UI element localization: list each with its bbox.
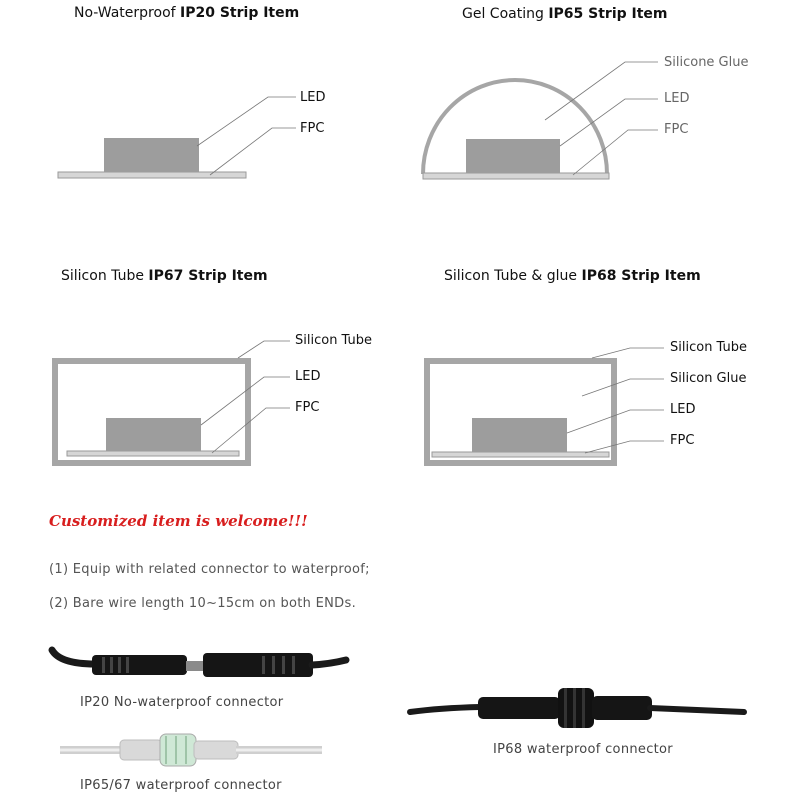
ip68-tube-label: Silicon Tube — [670, 340, 748, 355]
ip68-fpc — [432, 452, 609, 457]
ip20-connector-image — [52, 650, 346, 677]
ip65-led — [466, 139, 560, 173]
note-1: (1) Equip with related connector to waterproof; — [49, 562, 370, 577]
ip20-led-leader — [197, 97, 296, 146]
ip67-fpc-label: FPC — [295, 400, 320, 415]
ip68-diagram — [427, 348, 664, 463]
ip65-fpc-label: FPC — [664, 122, 689, 137]
ip20-fpc — [58, 172, 246, 178]
ip67-title: Silicon Tube IP67 Strip Item — [61, 268, 268, 284]
ip67-led-label: LED — [295, 369, 321, 384]
ip20-led-label: LED — [300, 90, 326, 105]
ip68-title: Silicon Tube & glue IP68 Strip Item — [444, 268, 701, 284]
ip68-fpc-leader — [585, 441, 664, 453]
ip68-led-label: LED — [670, 402, 696, 417]
ip20-fpc-label: FPC — [300, 121, 325, 136]
ip65-glue-label: Silicone Glue — [664, 55, 749, 70]
ip20-fpc-leader — [210, 128, 296, 175]
ip68-led — [472, 418, 567, 452]
ip67-diagram — [55, 341, 290, 463]
ip6567-connector-caption: IP65/67 waterproof connector — [80, 778, 282, 793]
note-2: (2) Bare wire length 10~15cm on both ENDs. — [49, 596, 356, 611]
ip68-connector-image — [410, 688, 744, 728]
ip67-tube-leader — [238, 341, 290, 358]
ip68-glue-label: Silicon Glue — [670, 371, 747, 386]
ip67-led — [106, 418, 201, 451]
ip68-connector-caption: IP68 waterproof connector — [493, 742, 673, 757]
ip20-diagram — [58, 97, 296, 178]
ip20-led — [104, 138, 199, 172]
ip65-fpc-leader — [573, 130, 658, 175]
ip67-tube-label: Silicon Tube — [295, 333, 373, 348]
customized-notice: Customized item is welcome!!! — [49, 512, 308, 530]
ip68-fpc-label: FPC — [670, 433, 695, 448]
ip65-title: Gel Coating IP65 Strip Item — [462, 6, 668, 22]
ip68-glue-leader — [582, 379, 664, 396]
ip6567-connector-image — [60, 734, 322, 766]
ip65-fpc — [423, 173, 609, 179]
ip65-diagram — [423, 62, 658, 179]
ip68-tube-leader — [592, 348, 664, 358]
ip20-connector-caption: IP20 No-waterproof connector — [80, 695, 284, 710]
ip65-led-label: LED — [664, 91, 690, 106]
ip20-title: No-Waterproof IP20 Strip Item — [74, 5, 300, 21]
ip65-led-leader — [560, 99, 658, 146]
